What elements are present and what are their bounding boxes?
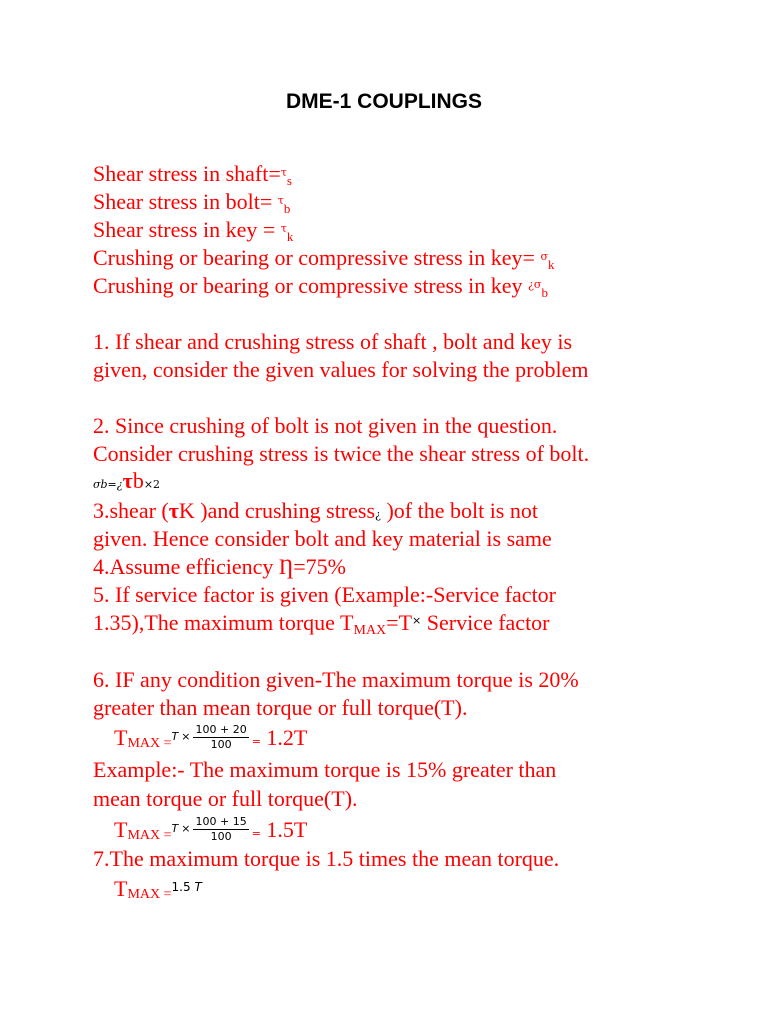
- f2-result: 1.5T: [260, 817, 308, 842]
- tau-bold: τ: [122, 468, 133, 493]
- point-2-line-2: Consider crushing stress is twice the shear stress of bolt.: [93, 441, 590, 466]
- sigma-k-sub: k: [547, 257, 555, 272]
- f1-fraction: [193, 723, 248, 752]
- p3-small-glyph: ¿: [375, 508, 381, 521]
- f1-equals: =: [251, 735, 261, 748]
- point-3-line-2: given. Hence consider bolt and key material is same: [93, 526, 552, 551]
- sigma-k-symbol: σ: [540, 250, 548, 263]
- f3-value: 1.5: [171, 880, 195, 894]
- def-crush-key: [93, 245, 554, 275]
- point-3-line-1: [93, 498, 538, 528]
- f1-max-sub: MAX =: [127, 736, 172, 751]
- f2-tx: T: [171, 822, 179, 835]
- tau-s-sub: s: [286, 173, 292, 188]
- f2-denominator: 100: [210, 830, 232, 844]
- tau-k-sub: k: [286, 229, 294, 244]
- tau-k-symbol: τ: [280, 222, 287, 235]
- p3-text-a: 3.shear (: [93, 498, 169, 523]
- def-key: [93, 217, 293, 247]
- p3-text-b: K )and crushing stress: [178, 498, 376, 523]
- page-title: DME-1 COUPLINGS: [285, 90, 482, 113]
- tau-s-symbol: τ: [280, 166, 287, 179]
- f2-max-sub: MAX =: [127, 828, 172, 843]
- example-line-1: Example:- The maximum torque is 15% greater than: [93, 757, 557, 782]
- p5-text-a: 1.35),The maximum torque T: [93, 610, 354, 635]
- point-2-line-1: 2. Since crushing of bolt is not given in the question.: [93, 413, 558, 438]
- p5-text-c: Service factor: [421, 610, 550, 635]
- f1-numerator: 100 + 20: [195, 723, 247, 737]
- def-crush-bolt: [93, 273, 548, 303]
- f1-denominator: 100: [210, 738, 232, 752]
- point-6-line-2: greater than mean torque or full torque(T).: [93, 695, 468, 720]
- tau-b-sub: b: [283, 201, 291, 216]
- def-key-label: Shear stress in key =: [93, 217, 281, 242]
- point-1-line-2: given, consider the given values for solving the problem: [93, 357, 589, 382]
- point-5-line-2: [93, 610, 550, 640]
- sigma-b-equals: σb=¿: [93, 478, 123, 491]
- point-7: 7.The maximum torque is 1.5 times the mean torque.: [93, 846, 560, 871]
- example-line-2: mean torque or full torque(T).: [93, 786, 358, 811]
- f1-t: T: [114, 725, 128, 750]
- formula-2: [114, 817, 307, 847]
- f3-tx: T: [194, 880, 202, 894]
- p5-text-b: =T: [386, 610, 413, 635]
- f1-result: 1.2T: [260, 725, 308, 750]
- f3-max-sub: MAX =: [127, 887, 172, 902]
- times-symbol: ×: [412, 614, 422, 627]
- formula-b: b: [132, 468, 144, 493]
- tau-b-symbol: τ: [277, 194, 284, 207]
- def-crush-bolt-label: Crushing or bearing or compressive stress in key: [93, 273, 529, 298]
- point-6-line-1: 6. IF any condition given-The maximum torque is 20%: [93, 667, 579, 692]
- point-2-formula: [93, 468, 160, 498]
- f1-mul: ×: [181, 730, 191, 743]
- formula-1: [114, 725, 307, 755]
- def-crush-key-label: Crushing or bearing or compressive stress in key=: [93, 245, 541, 270]
- f3-t: T: [114, 876, 128, 901]
- p3-text-c: )of the bolt is not: [380, 498, 538, 523]
- p5-max-sub: MAX: [353, 623, 387, 638]
- point-4: 4.Assume efficiency Ƞ=75%: [93, 554, 346, 579]
- def-bolt: [93, 189, 290, 219]
- f2-numerator: 100 + 15: [195, 815, 247, 829]
- f2-t: T: [114, 817, 128, 842]
- f2-fraction: [193, 815, 248, 844]
- point-1-line-1: 1. If shear and crushing stress of shaft , bolt and key is: [93, 329, 573, 354]
- sigma-b-sub: b: [541, 285, 548, 300]
- f2-equals: =: [251, 827, 261, 840]
- def-bolt-label: Shear stress in bolt=: [93, 189, 278, 214]
- f2-mul: ×: [181, 822, 191, 835]
- tau-k-bold: τ: [168, 498, 179, 523]
- def-shaft-label: Shear stress in shaft=: [93, 161, 281, 186]
- point-5-line-1: 5. If service factor is given (Example:-Service factor: [93, 582, 557, 607]
- def-shaft: [93, 161, 292, 191]
- sigma-b-symbol: ¿σ: [528, 278, 542, 291]
- formula-3: [114, 876, 202, 906]
- f1-tx: T: [171, 730, 179, 743]
- times-two: ×2: [143, 478, 161, 491]
